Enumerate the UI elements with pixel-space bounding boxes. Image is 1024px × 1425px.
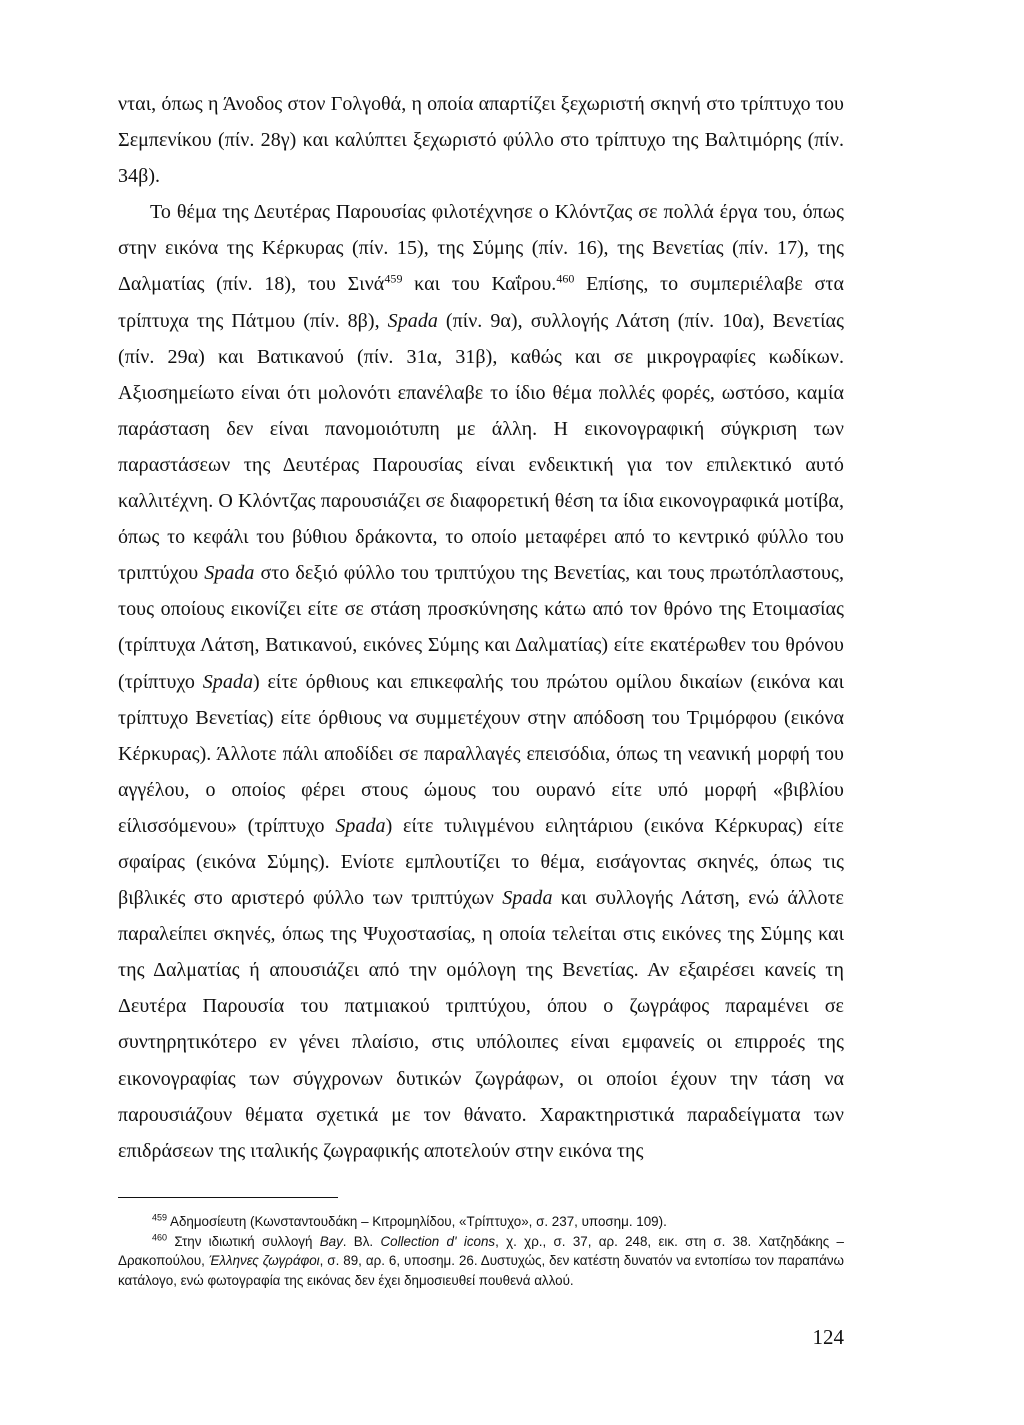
footnote-460-text-2: . Βλ. [342, 1233, 381, 1249]
italic-spada-3: Spada [202, 670, 253, 693]
paragraph-2-text-2: και του Καΐρου. [402, 273, 557, 296]
footnote-number-459: 459 [152, 1212, 168, 1223]
footnote-459 [118, 1212, 844, 1232]
footnote-divider [118, 1197, 338, 1198]
footnote-460-text-3: , χ. χρ., σ. 37, αρ. 248, εικ. στη σ. 38. Χατζηδάκης – Δρακοπούλου, [118, 1233, 844, 1268]
main-text [118, 86, 844, 1169]
footnote-ref-459: 459 [384, 271, 403, 286]
paragraph-2-text-7: ) είτε τυλιγμένου ειλητάριου (εικόνα Κέρκυρας) είτε σφαίρας (εικόνα Σύμης). Ενίοτε εμπλουτίζει το θέμα, εισάγοντας σκηνές, όπως τις βιβλικές στο αριστερό φύλλο των τριπτύχων [118, 814, 844, 910]
footnote-460-text-1: Στην ιδιωτική συλλογή [167, 1233, 320, 1249]
footnote-460-italic-ellines: Έλληνες ζωγράφοι [208, 1253, 320, 1268]
italic-spada-4: Spada [335, 814, 386, 837]
footnote-number-460: 460 [152, 1232, 168, 1243]
italic-spada-1: Spada [387, 309, 438, 332]
page-number: 124 [812, 1325, 844, 1349]
footnote-ref-460: 460 [556, 271, 575, 286]
paragraph-2-text-4: (πίν. 9α), συλλογής Λάτση (πίν. 10α), Βενετίας (πίν. 29α) και Βατικανού (πίν. 31α, 31β), καθώς και σε μικρογραφίες κωδίκων. Αξιοσημείωτο είναι ότι μολονότι επανέλαβε το ίδιο θέμα πολλές φορές, ωστόσο, καμία παράσταση δεν είναι πανομοιότυπη με άλλη. Η εικονογραφική σύγκριση των παραστάσεων της Δευτέρας Παρουσίας είναι ενδεικτική για τον επιλεκτικό αυτό καλλιτέχνη. Ο Κλόντζας παρουσιάζει σε διαφορετική θέση τα ίδια εικονογραφικά μοτίβα, όπως το κεφάλι του βύθιου δράκοντα, το οποίο μεταφέρει από το κεντρικό φύλλο του τριπτύχου [118, 309, 845, 585]
paragraph-2-text-6: ) είτε όρθιους και επικεφαλής του πρώτου ομίλου δικαίων (εικόνα και τρίπτυχο Βενετίας) είτε όρθιους να συμμετέχουν στην απόδοση του Τριμόρφου (εικόνα Κέρκυρας). Άλλοτε πάλι αποδίδει σε παραλλαγές επεισόδια, όπως τη νεανική μορφή του αγγέλου, ο οποίος φέρει στους ώμους του ουρανό είτε υπό μορφή «βιβλίου είλισσόμενου» (τρίπτυχο [118, 670, 845, 837]
paragraph-2-text-3: Επίσης, το συμπεριέλαβε στα τρίπτυχα της Πάτμου (πίν. 8β), [118, 273, 844, 332]
italic-spada-5: Spada [502, 887, 553, 910]
paragraph-2 [118, 194, 844, 1169]
footnotes [118, 1212, 844, 1290]
paragraph-1 [118, 86, 844, 194]
footnote-460-italic-collection: Collection d' icons [380, 1233, 496, 1249]
paragraph-2-text-1: Το θέμα της Δευτέρας Παρουσίας φιλοτέχνησε ο Κλόντζας σε πολλά έργα του, όπως στην εικόνα της Κέρκυρας (πίν. 15), της Σύμης (πίν. 16), της Βενετίας (πίν. 17), της Δαλματίας (πίν. 18), του Σινά [118, 201, 844, 296]
footnote-460 [118, 1232, 844, 1291]
paragraph-1-text: νται, όπως η Άνοδος στον Γολγοθά, η οποία απαρτίζει ξεχωριστή σκηνή στο τρίπτυχο του Σεμπενίκου (πίν. 28γ) και καλύπτει ξεχωριστό φύλλο στο τρίπτυχο της Βαλτιμόρης (πίν. 34β). [118, 93, 844, 188]
paragraph-2-text-8: και συλλογής Λάτση, ενώ άλλοτε παραλείπει σκηνές, όπως της Ψυχοστασίας, η οποία τελείται στις εικόνες της Σύμης και της Δαλματίας ή απουσιάζει από την ομόλογη της Βενετίας. Αν εξαιρέσει κανείς τη Δευτέρα Παρουσία του πατμιακού τριπτύχου, όπου ο ζωγράφος παραμένει σε συντηρητικότερο εν γένει πλαίσιο, στις υπόλοιπες είναι εμφανείς οι επιρροές της εικονογραφίας των σύγχρονων δυτικών ζωγράφων, οι οποίοι έχουν την τάση να παρουσιάζουν θέματα σχετικά με τον θάνατο. Χαρακτηριστικά παραδείγματα των επιδράσεων της ιταλικής ζωγραφικής αποτελούν στην εικόνα της [118, 887, 844, 1162]
paragraph-2-text-5: στο δεξιό φύλλο του τριπτύχου της Βενετίας, και τους πρωτόπλαστους, τους οποίους εικονίζει είτε σε στάση προσκύνησης κάτω από τον θρόνο της Ετοιμασίας (τρίπτυχα Λάτση, Βατικανού, εικόνες Σύμης και Δαλματίας) είτε εκατέρωθεν του θρόνου (τρίπτυχο [118, 562, 844, 693]
footnote-459-text: Αδημοσίευτη (Κωνσταντουδάκη – Κιτρομηλίδου, «Τρίπτυχο», σ. 237, υποσημ. 109). [167, 1214, 667, 1229]
italic-spada-2: Spada [204, 562, 255, 585]
footnote-460-italic-bay: Bay [319, 1233, 343, 1249]
footnote-460-text-4: , σ. 89, αρ. 6, υποσημ. 26. Δυστυχώς, δεν κατέστη δυνατόν να εντοπίσω τον παραπάνω κατάλογο, ενώ φωτογραφία της εικόνας δεν έχει δημοσιευθεί πουθενά αλλού. [118, 1253, 844, 1288]
